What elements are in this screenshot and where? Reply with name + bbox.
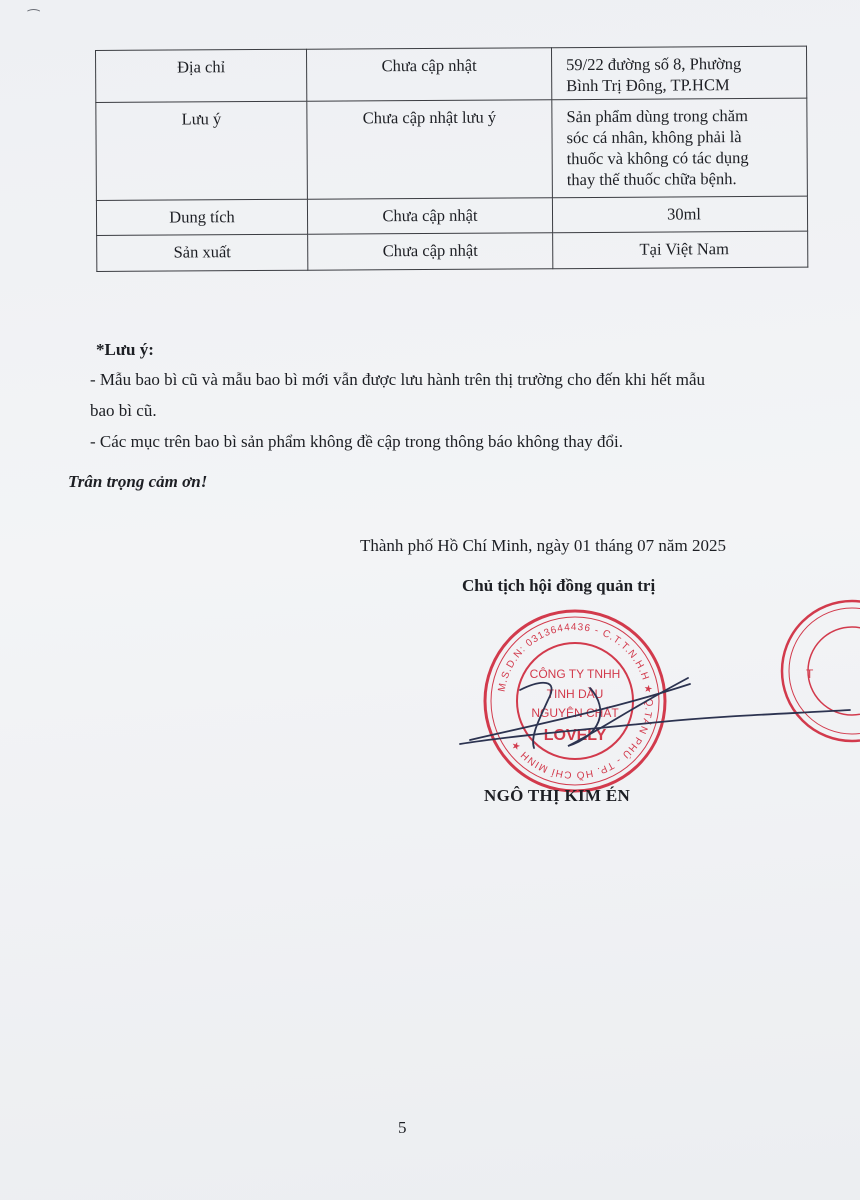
old-value: Chưa cập nhật lưu ý xyxy=(307,100,553,199)
row-label: Địa chỉ xyxy=(96,49,307,102)
table-row xyxy=(96,196,807,235)
corner-mark: ⁀ xyxy=(28,11,40,26)
new-value: Sản phẩm dùng trong chăm sóc cá nhân, không phải là thuốc và không có tác dụng thay thế thuốc chữa bệnh. xyxy=(552,98,808,198)
svg-text:M.S.D.N: 0313644436 - C.T.T.N.: M.S.D.N: 0313644436 - C.T.T.N.H.H ★ Q.TÂN PHÚ - TP. HỒ CHÍ MINH ★ xyxy=(496,621,655,781)
old-value: Chưa cập nhật xyxy=(307,198,552,234)
old-value: Chưa cập nhật xyxy=(306,48,551,101)
note-line-1-cont: bao bì cũ. xyxy=(90,401,157,420)
row-label: Sản xuất xyxy=(97,234,308,271)
svg-text:NGUYÊN CHẤT: NGUYÊN CHẤT xyxy=(531,706,619,720)
table-row xyxy=(96,98,808,200)
handwritten-signature xyxy=(450,670,860,760)
product-info-table xyxy=(95,46,808,272)
old-value: Chưa cập nhật xyxy=(308,233,553,270)
page-number: 5 xyxy=(398,1118,407,1137)
note-heading: *Lưu ý: xyxy=(96,340,154,359)
new-value: Tại Việt Nam xyxy=(553,231,808,269)
row-label: Lưu ý xyxy=(96,101,308,200)
table-row xyxy=(96,46,807,102)
table-row xyxy=(97,231,808,271)
note-line-1: - Mẫu bao bì cũ và mẫu bao bì mới vẫn được lưu hành trên thị trường cho đến khi hết mẫu xyxy=(90,370,705,389)
new-value: 59/22 đường số 8, Phường Bình Trị Đông, TP.HCM xyxy=(551,46,806,100)
note-line-2: - Các mục trên bao bì sản phẩm không đề cập trong thông báo không thay đổi. xyxy=(90,432,624,451)
signature-title: Chủ tịch hội đồng quản trị xyxy=(462,576,656,595)
signer-name: NGÔ THỊ KIM ÉN xyxy=(484,786,631,805)
new-value: 30ml xyxy=(552,196,807,233)
row-label: Dung tích xyxy=(96,199,307,235)
svg-text:T: T xyxy=(806,667,814,681)
svg-text:LOVELY: LOVELY xyxy=(543,727,607,744)
dateline: Thành phố Hồ Chí Minh, ngày 01 tháng 07 năm 2025 xyxy=(360,536,726,555)
svg-text:TINH DẦU: TINH DẦU xyxy=(546,687,604,701)
closing-text: Trân trọng cảm ơn! xyxy=(68,472,208,491)
svg-text:CÔNG TY TNHH: CÔNG TY TNHH xyxy=(529,667,621,681)
